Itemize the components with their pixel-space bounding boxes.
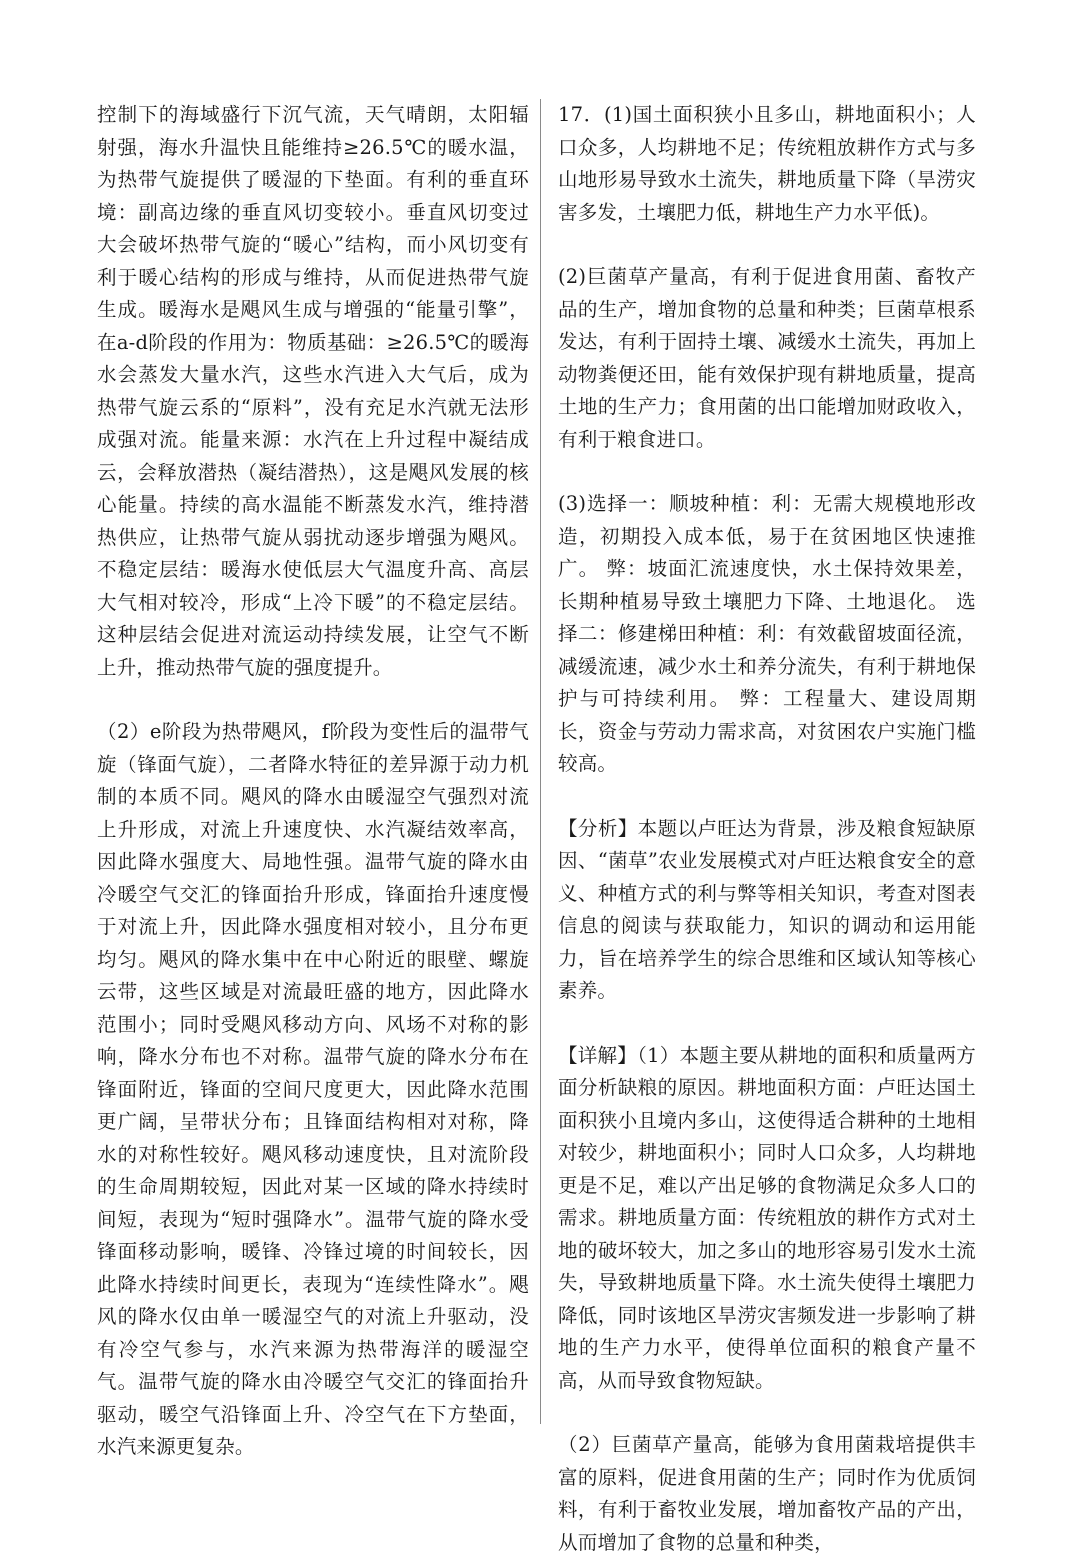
right-paragraph-6: （2）巨菌草产量高，能够为食用菌栽培提供丰富的原料，促进食用菌的生产；同时作为优质饲料，有利于畜牧业发展，增加畜牧产品的产出，从而增加了食物的总量和种类，	[558, 1433, 976, 1554]
right-paragraph-3: (3)选择一：顺坡种植：利：无需大规模地形改造，初期投入成本低，易于在贫困地区快速推广。 弊：坡面汇流速度快，水土保持效果差，长期种植易导致土壤肥力下降、土地退化。 选择二：修建梯田种植：利：有效截留坡面径流，减缓流速，减少水土和养分流失，有利于耕地保护与可持续利用。 弊：工程量大、建设周期长，资金与劳动力需求高，对贫困农户实施门槛较高。	[558, 492, 976, 775]
column-divider	[540, 99, 541, 1424]
right-paragraph-4: 【分析】本题以卢旺达为背景，涉及粮食短缺原因、“菌草”农业发展模式对卢旺达粮食安全的意义、种植方式的利与弊等相关知识，考查对图表信息的阅读与获取能力，知识的调动和运用能力，旨在培养学生的综合思维和区域认知等核心素养。	[558, 816, 976, 1002]
left-paragraph-1: 控制下的海域盛行下沉气流，天气晴朗，太阳辐射强，海水升温快且能维持≥26.5℃的暖水温，为热带气旋提供了暖湿的下垫面。有利的垂直环境：副高边缘的垂直风切变较小。垂直风切变过大会破坏热带气旋的“暖心”结构，而小风切变有利于暖心结构的形成与维持，从而促进热带气旋生成。暖海水是飓风生成与增强的“能量引擎”，在a-d阶段的作用为：物质基础：≥26.5℃的暖海水会蒸发大量水汽，这些水汽进入大气后，成为热带气旋云系的“原料”，没有充足水汽就无法形成强对流。能量来源：水汽在上升过程中凝结成云，会释放潜热（凝结潜热），这是飓风发展的核心能量。持续的高水温能不断蒸发水汽，维持潜热供应，让热带气旋从弱扰动逐步增强为飓风。不稳定层结：暖海水使低层大气温度升高、高层大气相对较冷，形成“上冷下暖”的不稳定层结。这种层结会促进对流运动持续发展，让空气不断上升，推动热带气旋的强度提升。	[97, 103, 529, 679]
right-paragraph-5: 【详解】（1）本题主要从耕地的面积和质量两方面分析缺粮的原因。耕地面积方面：卢旺达国土面积狭小且境内多山，这使得适合耕种的土地相对较少，耕地面积小；同时人口众多，人均耕地更是不足，难以产出足够的食物满足众多人口的需求。耕地质量方面：传统粗放的耕作方式对土地的破坏较大，加之多山的地形容易引发水土流失，导致耕地质量下降。水土流失使得土壤肥力降低，同时该地区旱涝灾害频发进一步影响了耕地的生产力水平，使得单位面积的粮食产量不高，从而导致食物短缺。	[558, 1043, 976, 1392]
left-paragraph-2: （2）e阶段为热带飓风，f阶段为变性后的温带气旋（锋面气旋），二者降水特征的差异源于动力机制的本质不同。飓风的降水由暖湿空气强烈对流上升形成，对流上升速度快、水汽凝结效率高，因此降水强度大、局地性强。温带气旋的降水由冷暖空气交汇的锋面抬升形成，锋面抬升速度慢于对流上升，因此降水强度相对较小，且分布更均匀。飓风的降水集中在中心附近的眼壁、螺旋云带，这些区域是对流最旺盛的地方，因此降水范围小；同时受飓风移动方向、风场不对称的影响，降水分布也不对称。温带气旋的降水分布在锋面附近，锋面的空间尺度更大，因此降水范围更广阔，呈带状分布；且锋面结构相对对称，降水的对称性较好。飓风移动速度快，且对流阶段的生命周期较短，因此对某一区域的降水持续时间短，表现为“短时强降水”。温带气旋的降水受锋面移动影响，暖锋、冷锋过境的时间较长，因此降水持续时间更长，表现为“连续性降水”。飓风的降水仅由单一暖湿空气的对流上升驱动，没有冷空气参与，水汽来源为热带海洋的暖湿空气。温带气旋的降水由冷暖空气交汇的锋面抬升驱动，暖空气沿锋面上升、冷空气在下方垫面，水汽来源更复杂。	[97, 720, 529, 1458]
right-paragraph-1: 17．(1)国土面积狭小且多山，耕地面积小；人口众多，人均耕地不足；传统粗放耕作方式与多山地形易导致水土流失，耕地质量下降（旱涝灾害多发，土壤肥力低，耕地生产力水平低)。	[558, 103, 976, 224]
left-column	[97, 99, 529, 1464]
right-paragraph-2: (2)巨菌草产量高，有利于促进食用菌、畜牧产品的生产，增加食物的总量和种类；巨菌草根系发达，有利于固持土壤、减缓水土流失，再加上动物粪便还田，能有效保护现有耕地质量，提高土地的生产力；食用菌的出口能增加财政收入，有利于粮食进口。	[558, 265, 976, 451]
right-column	[558, 99, 976, 1559]
